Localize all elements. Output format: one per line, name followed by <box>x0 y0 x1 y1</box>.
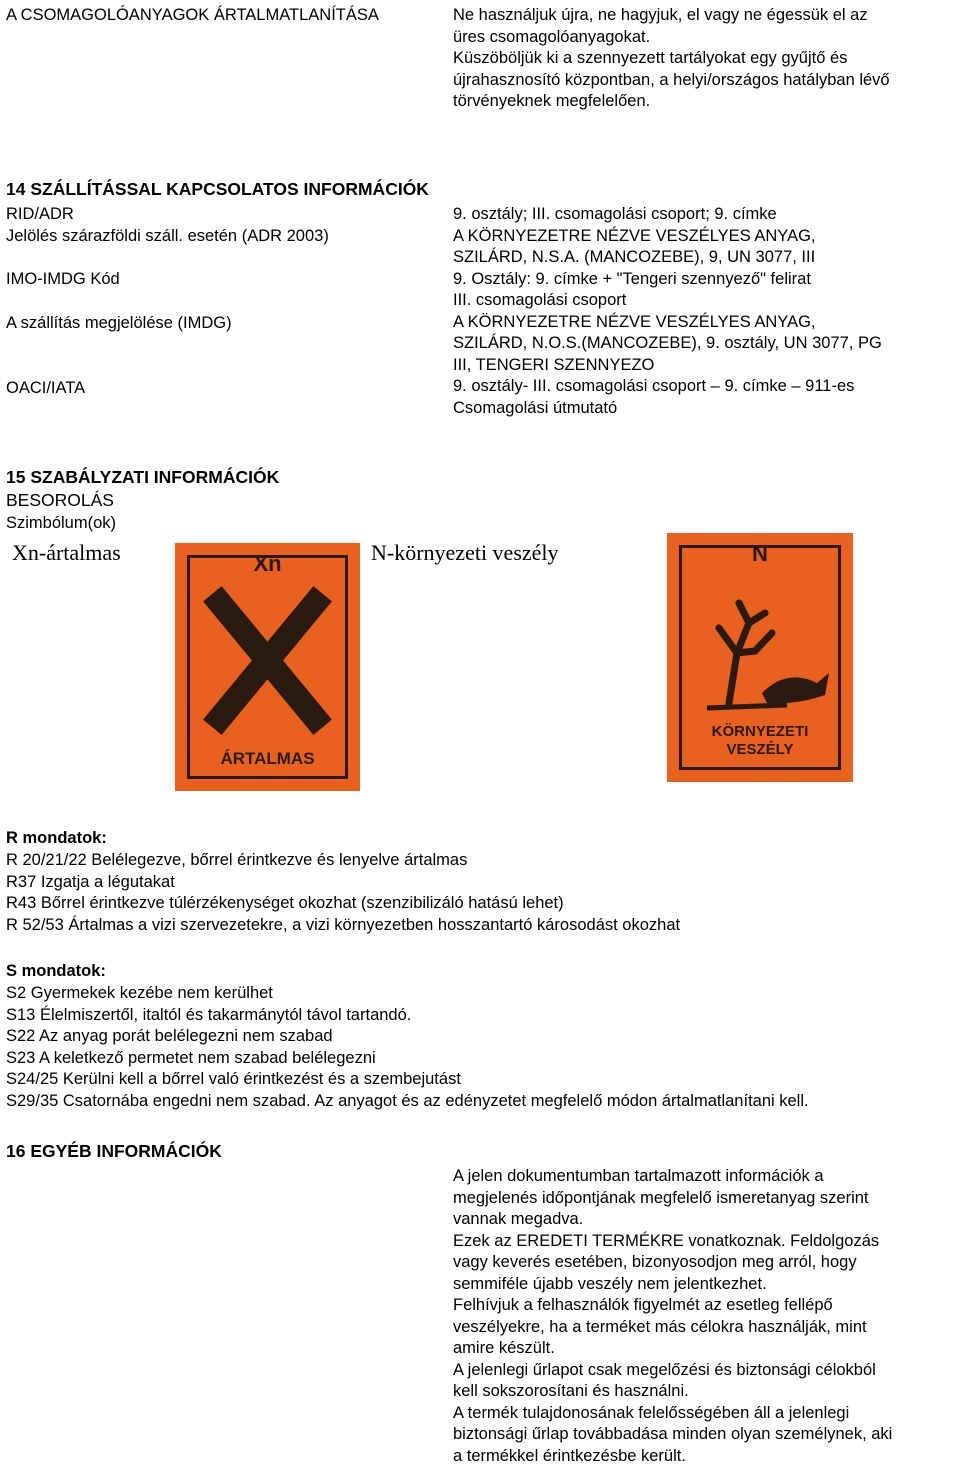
other-info-text <box>453 1166 892 1467</box>
r-phrases-title: R mondatok: <box>6 829 107 847</box>
transport-values <box>453 204 882 419</box>
other-info-line: megjelenés időpontjának megfelelő ismeretanyag szerint <box>453 1188 869 1207</box>
transport-label-imo: IMO-IMDG Kód <box>6 270 120 288</box>
s-phrases-list <box>6 983 809 1112</box>
transport-value: SZILÁRD, N.O.S.(MANCOZEBE), 9. osztály, UN 3077, PG <box>453 334 882 352</box>
other-info-line: Ezek az EREDETI TERMÉKRE vonatkoznak. Feldolgozás <box>453 1231 880 1250</box>
other-info-line: A jelen dokumentumban tartalmazott információk a <box>453 1167 824 1185</box>
transport-value: A KÖRNYEZETRE NÉZVE VESZÉLYES ANYAG, <box>453 226 816 245</box>
other-info-line: Felhívjuk a felhasználók figyelmét az esetleg fellépő <box>453 1296 833 1314</box>
r-phrase: R43 Bőrrel érintkezve túlérzékenységet okozhat (szenzibilizáló hatású lehet) <box>6 894 564 912</box>
classification-heading: BESOROLÁS <box>6 490 114 510</box>
disposal-text <box>453 5 890 113</box>
other-info-line: kell sokszorosítani és használni. <box>453 1382 689 1400</box>
disposal-line: újrahasznosító központban, a helyi/országos hatályban lévő <box>453 70 890 89</box>
r-phrase: R 20/21/22 Belélegezve, bőrrel érintkezve és lenyelve ártalmas <box>6 851 468 869</box>
s-phrase: S22 Az anyag porát belélegezni nem szabad <box>6 1027 333 1045</box>
transport-value: SZILÁRD, N.S.A. (MANCOZEBE), 9, UN 3077, III <box>453 248 816 266</box>
xn-harmful-label: Xn-ártalmas <box>12 540 121 565</box>
s-phrase: S24/25 Kerülni kell a bőrrel való érintkezést és a szembejutást <box>6 1070 461 1088</box>
s-phrase: S13 Élelmiszertől, italtól és takarmánytól távol tartandó. <box>6 1005 412 1024</box>
other-info-line: a termékkel érintkezésbe került. <box>453 1446 686 1465</box>
other-info-line: amire készült. <box>453 1339 555 1357</box>
transport-label-rid: RID/ADR <box>6 205 74 223</box>
section-15-title: 15 SZABÁLYZATI INFORMÁCIÓK <box>6 467 280 487</box>
other-info-line: semmiféle újabb veszély nem jelentkezhet. <box>453 1274 767 1293</box>
r-phrases-list <box>6 850 680 936</box>
transport-value: 9. osztály- III. csomagolási csoport – 9. címke – 911-es <box>453 377 855 395</box>
disposal-line: Küszöböljük ki a szennyezett tartályokat egy gyűjtő és <box>453 49 848 67</box>
transport-value: 9. osztály; III. csomagolási csoport; 9. címke <box>453 205 777 223</box>
transport-label-imdg: A szállítás megjelölése (IMDG) <box>6 314 232 332</box>
xn-sign-letters: Xn <box>253 551 282 576</box>
n-sign-caption-1: KÖRNYEZETI <box>711 723 809 740</box>
r-phrase: R 52/53 Ártalmas a vizi szervezetekre, a vizi környezetben hosszantartó károsodást okozhat <box>6 915 681 934</box>
section-14-title: 14 SZÁLLÍTÁSSAL KAPCSOLATOS INFORMÁCIÓK <box>6 179 429 199</box>
transport-value: A KÖRNYEZETRE NÉZVE VESZÉLYES ANYAG, <box>453 312 816 331</box>
other-info-line: veszélyekre, ha a terméket más célokra használják, mint <box>453 1317 867 1336</box>
other-info-line: A termék tulajdonosának felelősségében áll a jelenlegi <box>453 1403 850 1422</box>
transport-value: III, TENGERI SZENNYEZO <box>453 355 655 374</box>
symbols-heading: Szimbólum(ok) <box>6 514 117 532</box>
s-phrases-title: S mondatok: <box>6 962 106 980</box>
other-info-line: biztonsági űrlap továbbadása minden olyan személynek, aki <box>453 1425 893 1443</box>
r-phrase: R37 Izgatja a légutakat <box>6 872 175 891</box>
transport-label-iata: OACI/IATA <box>6 379 86 397</box>
transport-value: Csomagolási útmutató <box>453 398 618 417</box>
n-environment-label: N-környezeti veszély <box>371 540 559 565</box>
s-phrase: S29/35 Csatornába engedni nem szabad. Az anyagot és az edényzetet megfelelő módon ártalmatlanítani kell. <box>6 1091 809 1110</box>
other-info-line: vannak megadva. <box>453 1210 584 1228</box>
s-phrase: S23 A keletkező permetet nem szabad belélegezni <box>6 1048 376 1067</box>
disposal-line: üres csomagolóanyagokat. <box>453 27 651 46</box>
disposal-line: törvényeknek megfelelően. <box>453 92 651 110</box>
n-sign-letters: N <box>752 541 768 566</box>
n-environment-sign <box>667 533 853 782</box>
disposal-label: A CSOMAGOLÓANYAGOK ÁRTALMATLANÍTÁSA <box>6 6 379 24</box>
disposal-line: Ne használjuk újra, ne hagyjuk, el vagy ne égessük el az <box>453 6 868 24</box>
n-sign-caption-2: VESZÉLY <box>726 741 794 758</box>
section-16-title: 16 EGYÉB INFORMÁCIÓK <box>6 1141 222 1161</box>
s-phrase: S2 Gyermekek kezébe nem kerülhet <box>6 984 273 1002</box>
xn-harmful-sign <box>175 543 360 791</box>
xn-sign-caption: ÁRTALMAS <box>220 749 315 768</box>
transport-value: III. csomagolási csoport <box>453 291 627 309</box>
transport-label-land: Jelölés szárazföldi száll. esetén (ADR 2003) <box>6 227 329 245</box>
other-info-line: vagy keverés esetében, bizonyosodjon meg arról, hogy <box>453 1253 857 1271</box>
other-info-line: A jelenlegi űrlapot csak megelőzési és biztonsági célokból <box>453 1360 876 1379</box>
transport-value: 9. Osztály: 9. címke + "Tengeri szennyező" felirat <box>453 269 811 288</box>
